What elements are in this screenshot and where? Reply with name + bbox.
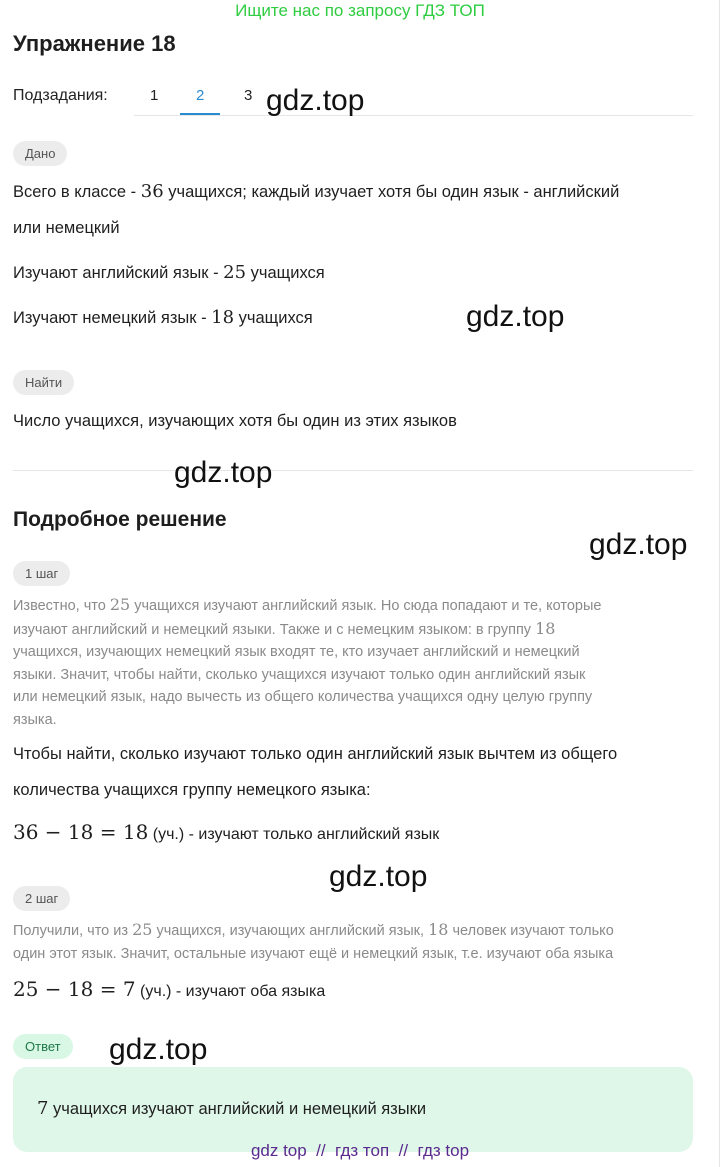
step1-text-6: языка.: [13, 711, 57, 728]
find-section-label: [13, 370, 74, 395]
step2-formula: [13, 977, 325, 1001]
step1-text-2a: изучают английский и немецкий языки. Также и с немецким языком: в группу: [13, 621, 536, 638]
step1-result-text: (уч.) - изучают только английский язык: [148, 826, 440, 843]
subtasks-label: Подзадания:: [13, 87, 108, 104]
given-line-2-unit: учащихся: [246, 264, 325, 282]
step2-pill: 2 шаг: [13, 886, 70, 911]
tab-subtask-3[interactable]: 3: [244, 87, 253, 104]
top-banner: Ищите нас по запросу ГДЗ ТОП: [235, 1, 485, 20]
step1-explanation: [13, 594, 693, 731]
watermark: gdz.top: [329, 860, 428, 893]
given-line-3-text: Изучают немецкий язык -: [13, 309, 212, 327]
answer-value: 7: [37, 1098, 49, 1119]
answer-label: [13, 1034, 73, 1059]
tab-subtask-1[interactable]: 1: [150, 87, 159, 104]
step1-equation: 36 − 18 = 18: [13, 820, 149, 844]
answer-text: [37, 1098, 426, 1119]
given-german-value: 18: [211, 307, 235, 328]
step1-text-5: или немецкий язык, надо вычесть из общего количества учащихся одну целую группу: [13, 689, 593, 705]
step1-formula: [13, 820, 439, 844]
step2-number-18: 18: [428, 920, 449, 939]
step2-text-1c: человек изучают только: [448, 923, 614, 939]
given-section-label: [13, 141, 67, 166]
given-line-3-unit: учащихся: [234, 309, 313, 327]
given-total-value: 36: [140, 181, 164, 202]
given-line-1: [13, 174, 703, 210]
tab-subtask-2[interactable]: 2: [196, 87, 205, 104]
find-text: Число учащихся, изучающих хотя бы один из этих языков: [13, 412, 457, 430]
given-line-2-text: Изучают английский язык -: [13, 264, 224, 282]
step2-text-1a: Получили, что из: [13, 923, 133, 939]
step1-pill: 1 шаг: [13, 561, 70, 586]
solution-title: Подробное решение: [13, 508, 227, 531]
step2-label: [13, 886, 70, 911]
watermark: gdz.top: [174, 456, 273, 489]
active-tab-indicator: [180, 113, 220, 115]
watermark: gdz.top: [589, 528, 688, 561]
given-line-3: [13, 300, 703, 336]
answer-pill: Ответ: [13, 1034, 73, 1059]
step1-instruction-1: Чтобы найти, сколько изучают только один английский язык вычтем из общего: [13, 745, 618, 763]
step1-text-1a: Известно, что: [13, 598, 110, 614]
step1-text-4: языки. Значит, чтобы найти, сколько учащихся изучают только один английский язык: [13, 666, 586, 683]
footer-links[interactable]: gdz top // гдз топ // гдз top: [250, 1141, 470, 1160]
given-line-1-text: Всего в классе -: [13, 183, 141, 201]
answer-description: учащихся изучают английский и немецкий языки: [48, 1100, 427, 1118]
step2-explanation: [13, 919, 693, 965]
given-english-value: 25: [223, 262, 247, 283]
watermark: gdz.top: [466, 300, 565, 333]
find-pill: Найти: [13, 370, 74, 395]
page-title: Упражнение 18: [13, 31, 176, 56]
step2-equation: 25 − 18 = 7: [13, 977, 136, 1001]
tabs-divider: [134, 115, 693, 116]
step1-number-25: 25: [109, 595, 131, 614]
given-line-1-text-b: учащихся; каждый изучает хотя бы один язык - английский: [163, 183, 620, 201]
given-line-2: [13, 255, 703, 291]
step1-number-18: 18: [535, 618, 556, 638]
step1-instruction-2: количества учащихся группу немецкого языка:: [13, 781, 371, 799]
given-line-1-cont: или немецкий: [13, 219, 120, 237]
step2-number-25: 25: [132, 920, 153, 939]
step1-label: [13, 561, 70, 586]
watermark: gdz.top: [266, 84, 365, 117]
watermark: gdz.top: [109, 1033, 208, 1066]
step2-text-2: один этот язык. Значит, остальные изучают ещё и немецкий язык, т.е. изучают оба языка: [13, 945, 614, 962]
step2-result-text: (уч.) - изучают оба языка: [135, 983, 326, 1000]
step1-text-1b: учащихся изучают английский язык. Но сюда попадают и те, которые: [130, 598, 602, 614]
step2-text-1b: учащихся, изучающих английский язык,: [152, 923, 429, 939]
given-pill: Дано: [13, 141, 67, 166]
step1-text-3: учащихся, изучающих немецкий язык входят те, кто изучает английский и немецкий: [13, 644, 580, 660]
section-divider: [13, 470, 693, 471]
